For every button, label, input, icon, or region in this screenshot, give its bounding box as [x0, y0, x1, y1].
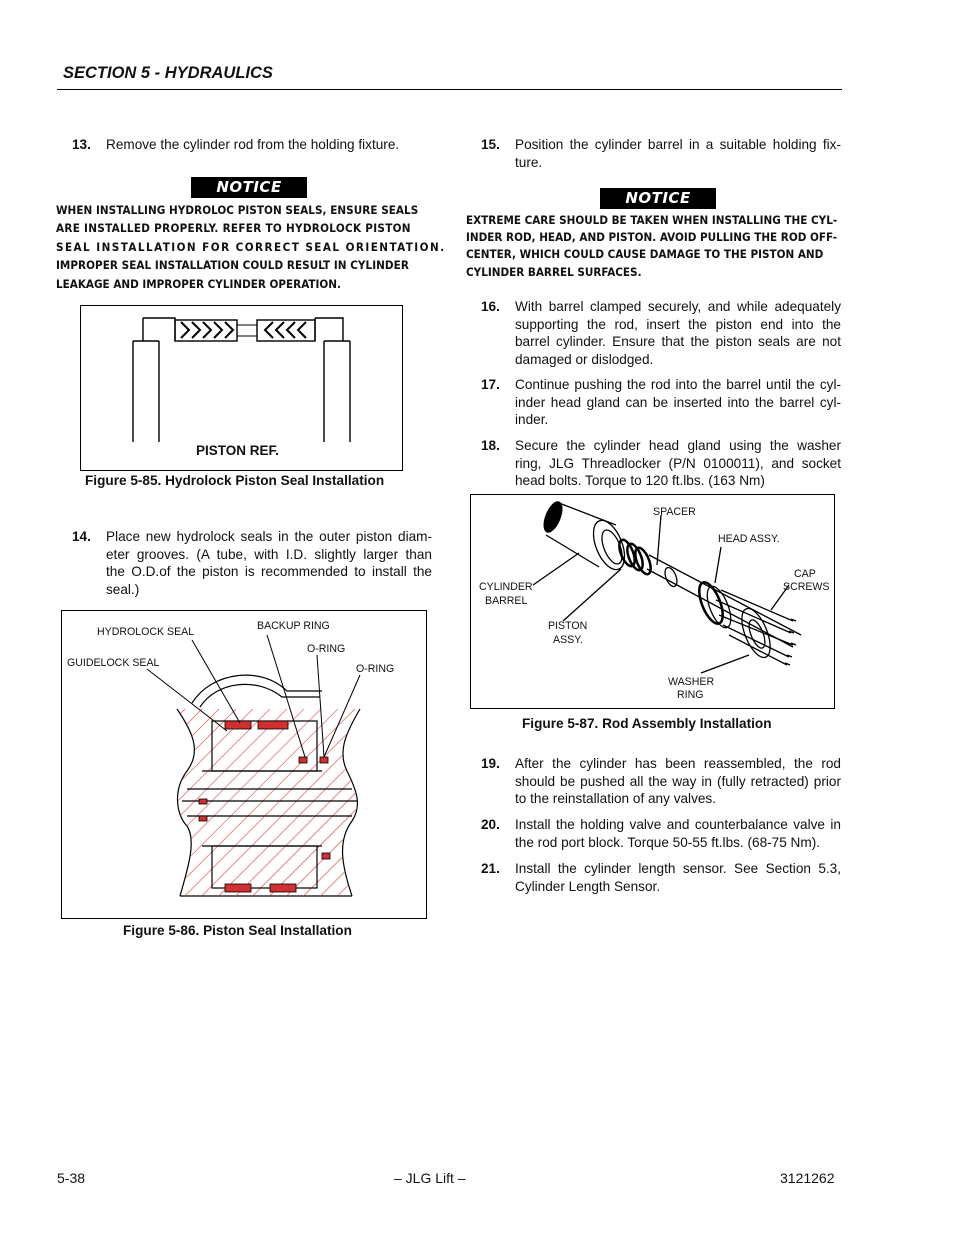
footer-center: – JLG Lift – [394, 1170, 466, 1186]
step-line: seal.) [106, 581, 140, 597]
figure-caption-85: Figure 5-85. Hydrolock Piston Seal Installation [85, 473, 385, 488]
step-line: ture. [515, 154, 543, 170]
step-17 [481, 376, 841, 430]
step-number: 18. [481, 438, 500, 453]
step-text [515, 376, 841, 429]
step-number: 14. [72, 529, 91, 544]
figure-5-87 [470, 494, 835, 709]
assy-label: ASSY. [553, 634, 583, 646]
step-20 [481, 816, 841, 852]
step-line: supporting the rod, insert the piston end into the [515, 316, 841, 332]
notice-badge: NOTICE [191, 177, 307, 198]
figure-5-85 [80, 305, 403, 471]
step-line: Install the holding valve and counterbalance valve in [515, 817, 841, 832]
notice-line: EXTREME CARE SHOULD BE TAKEN WHEN INSTALLING THE CYL- [466, 213, 838, 227]
piston-ref-label: PISTON REF. [196, 443, 280, 458]
notice-line: CENTER, WHICH COULD CAUSE DAMAGE TO THE PISTON AND [466, 247, 824, 262]
step-text [515, 298, 841, 368]
step-line: should be pushed all the way in (fully retracted) prior [515, 773, 841, 789]
doc-number: 3121262 [780, 1170, 835, 1186]
step-14 [72, 528, 432, 600]
guidelock-seal-label: GUIDELOCK SEAL [67, 657, 160, 669]
hydrolock-seal-label: HYDROLOCK SEAL [97, 626, 195, 638]
piston-label: PISTON [548, 620, 588, 632]
step-text [515, 755, 841, 808]
notice-line: SEAL INSTALLATION FOR CORRECT SEAL ORIENTATION. [56, 239, 446, 254]
section-title: SECTION 5 - HYDRAULICS [63, 64, 273, 82]
spacer-label: SPACER [653, 506, 696, 518]
head-assy-label: HEAD ASSY. [718, 533, 780, 545]
step-line: After the cylinder has been reassembled, the rod [515, 756, 841, 771]
step-number: 15. [481, 137, 500, 152]
notice-line: ARE INSTALLED PROPERLY. REFER TO HYDROLOCK PISTON [56, 221, 411, 236]
o-ring-label: O-RING [356, 663, 395, 675]
step-text [515, 136, 841, 171]
step-number: 13. [72, 137, 91, 152]
step-line: eter grooves. (A tube, with I.D. slightly larger than [106, 546, 432, 562]
notice-line: IMPROPER SEAL INSTALLATION COULD RESULT IN CYLINDER [56, 258, 409, 273]
cylinder-label: CYLINDER [479, 581, 533, 593]
step-text [515, 860, 841, 895]
step-line: Continue pushing the rod into the barrel until the cyl- [515, 377, 841, 392]
barrel-label: BARREL [485, 595, 528, 607]
step-line: the rod port block. Torque 50-55 ft.lbs. (68-75 Nm). [515, 834, 821, 850]
step-number: 20. [481, 817, 500, 832]
step-number: 19. [481, 756, 500, 771]
step-number: 17. [481, 377, 500, 392]
step-line: With barrel clamped securely, and while adequately [515, 299, 841, 314]
step-text [515, 816, 841, 851]
figure-5-86 [61, 610, 427, 919]
step-number: 21. [481, 861, 500, 876]
step-21 [481, 860, 841, 896]
step-line: damaged or dislodged. [515, 351, 654, 367]
notice-line: INDER ROD, HEAD, AND PISTON. AVOID PULLING THE ROD OFF- [466, 230, 838, 245]
step-13 [72, 136, 432, 154]
notice-badge: NOTICE [600, 188, 716, 209]
step-line: the O.D.of the piston is recommended to install the [106, 564, 432, 580]
notice-text-1 [56, 201, 446, 293]
step-line: to the reinstallation of any valves. [515, 791, 716, 807]
step-number: 16. [481, 299, 500, 314]
step-line: barrel cylinder. Ensure that the piston seals are not [515, 334, 841, 350]
notice-line: CYLINDER BARREL SURFACES. [466, 264, 642, 279]
step-line: head bolts. Torque to 120 ft.lbs. (163 Nm) [515, 473, 765, 489]
page-number: 5-38 [57, 1170, 86, 1186]
step-line: Install the cylinder length sensor. See Section 5.3, [515, 861, 841, 876]
cap-label: CAP [794, 568, 816, 580]
step-line: Place new hydrolock seals in the outer piston diam- [106, 529, 432, 544]
notice-text-2 [466, 212, 844, 281]
backup-ring-label: BACKUP RING [257, 620, 330, 632]
step-line: Position the cylinder barrel in a suitable holding fix- [515, 137, 841, 152]
o-ring-label: O-RING [307, 643, 346, 655]
step-15 [481, 136, 841, 172]
step-text: Remove the cylinder rod from the holding fixture. [106, 137, 400, 152]
step-line: inder head gland can be inserted into the barrel cyl- [515, 394, 841, 410]
step-18 [481, 437, 841, 491]
ring-label: RING [677, 689, 704, 701]
header-divider [57, 89, 842, 90]
step-line: Cylinder Length Sensor. [515, 878, 661, 894]
washer-label: WASHER [668, 676, 715, 688]
step-19 [481, 755, 841, 809]
notice-line: LEAKAGE AND IMPROPER CYLINDER OPERATION. [56, 276, 341, 291]
step-text [106, 528, 432, 598]
figure-caption-87: Figure 5-87. Rod Assembly Installation [522, 716, 772, 731]
step-16 [481, 298, 841, 370]
step-line: Secure the cylinder head gland using the washer [515, 438, 841, 453]
notice-line: WHEN INSTALLING HYDROLOC PISTON SEALS, ENSURE SEALS [56, 203, 419, 217]
step-line: ring, JLG Threadlocker (P/N 0100011), and socket [515, 455, 841, 471]
figure-caption-86: Figure 5-86. Piston Seal Installation [123, 923, 352, 938]
step-text [515, 437, 841, 490]
step-line: inder. [515, 412, 549, 428]
screws-label: SCREWS [783, 581, 830, 593]
